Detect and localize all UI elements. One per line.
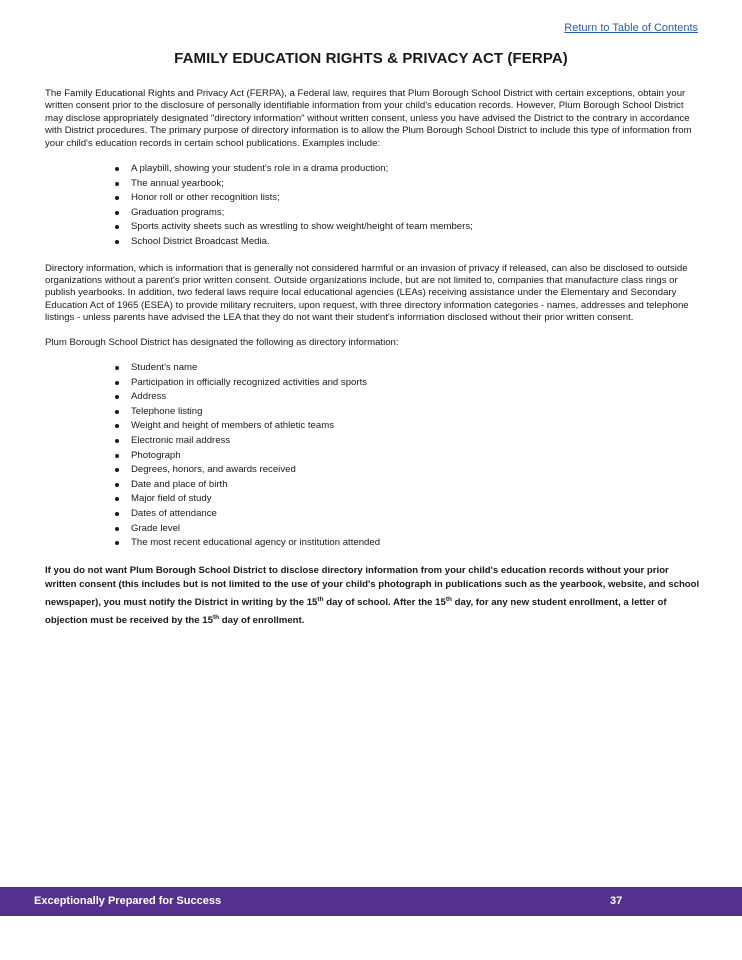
directory-items-list	[45, 361, 700, 551]
list-item: Telephone listing	[131, 405, 700, 420]
list-item: The annual yearbook;	[131, 177, 700, 192]
list-item: Electronic mail address	[131, 434, 700, 449]
page-number: 37	[610, 895, 623, 907]
list-item: Student's name	[131, 361, 700, 376]
list-item: Address	[131, 390, 700, 405]
list-item: A playbill, showing your student's role in a drama production;	[131, 162, 700, 177]
designated-intro: Plum Borough School District has designated the following as directory information:	[45, 336, 399, 348]
list-item: Major field of study	[131, 492, 700, 507]
list-item: The most recent educational agency or institution attended	[131, 536, 700, 551]
list-item: School District Broadcast Media.	[131, 235, 700, 250]
footer-tagline: Exceptionally Prepared for Success	[34, 895, 222, 907]
list-item: Honor roll or other recognition lists;	[131, 191, 700, 206]
list-item: Weight and height of members of athletic teams	[131, 419, 700, 434]
list-item: Date and place of birth	[131, 478, 700, 493]
list-item: Photograph	[131, 449, 700, 464]
intro-paragraph: The Family Educational Rights and Privacy Act (FERPA), a Federal law, requires that Plum Borough School District with certain exceptions, obtain your written consent prior to the disclosure of personally identifiable information from your child's education records. However, Plum Borough School District may disclose appropriately designated "directory information" without written consent, unless you have advised the District to the contrary in accordance with District procedures. The primary purpose of directory information is to allow the Plum Borough School District to include this type of information from your child's education records in certain school publications. Examples include:	[45, 88, 692, 149]
page-title: FAMILY EDUCATION RIGHTS & PRIVACY ACT (FERPA)	[174, 50, 568, 67]
page-footer	[0, 887, 742, 916]
list-item: Participation in officially recognized activities and sports	[131, 376, 700, 391]
list-item: Sports activity sheets such as wrestling to show weight/height of team members;	[131, 220, 700, 235]
list-item: Degrees, honors, and awards received	[131, 463, 700, 478]
list-item: Graduation programs;	[131, 206, 700, 221]
examples-list	[45, 162, 700, 250]
opt-out-notice: If you do not want Plum Borough School District to disclose directory information from your child's education records without your prior written consent (this includes but is not limited to the use of your child's photograph in publications such as the yearbook, website, and school newspaper), you must notify the District in writing by the 15th day of school. After the 15th day, for any new student enrollment, a letter of objection must be received by the 15th day of enrollment.	[45, 564, 700, 626]
document-body	[45, 88, 700, 641]
return-to-contents-link[interactable]: Return to Table of Contents	[564, 22, 698, 34]
list-item: Grade level	[131, 522, 700, 537]
directory-info-paragraph: Directory information, which is information that is generally not considered harmful or an invasion of privacy if released, can also be disclosed to outside organizations without a parent's prior written consent. Outside organizations include, but are not limited to, companies that manufacture class rings or publish yearbooks. In addition, two federal laws require local educational agencies (LEAs) receiving assistance under the Elementary and Secondary Education Act of 1965 (ESEA) to provide military recruiters, upon request, with three directory information categories - names, addresses and telephone listings - unless parents have advised the LEA that they do not want their student's information disclosed without their prior written consent.	[45, 262, 689, 324]
list-item: Dates of attendance	[131, 507, 700, 522]
